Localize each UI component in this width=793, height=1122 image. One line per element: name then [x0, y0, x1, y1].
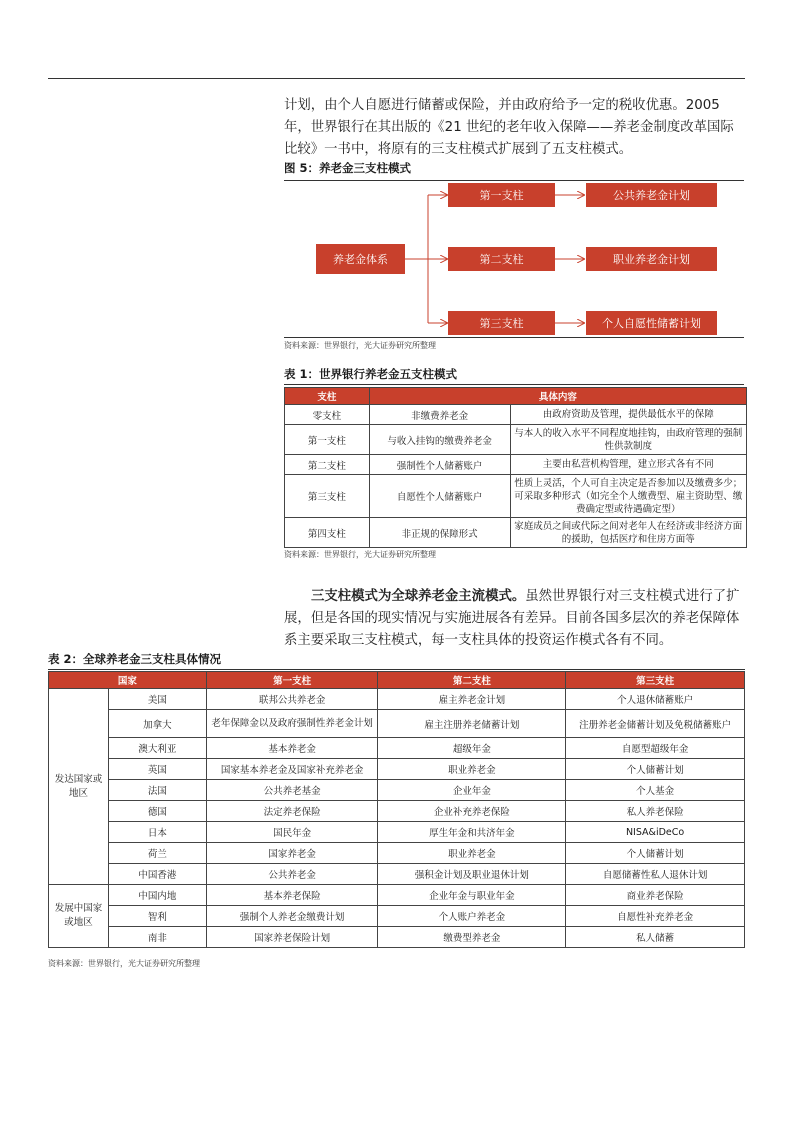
table-row: [285, 518, 747, 548]
pillar-box-2: 第二支柱: [448, 247, 555, 271]
p3-cell: 个人退休储蓄账户: [566, 689, 745, 710]
p1-cell: 老年保障金以及政府强制性养老金计划: [206, 710, 378, 738]
country-cell: 荷兰: [108, 843, 206, 864]
country-cell: 英国: [108, 759, 206, 780]
p1-cell: 国家养老金: [206, 843, 378, 864]
p2-cell: 缴费型养老金: [378, 927, 566, 948]
p1-cell: 法定养老保险: [206, 801, 378, 822]
table-row: [49, 801, 745, 822]
pillar-cell: 第二支柱: [285, 455, 370, 475]
table-row: [49, 927, 745, 948]
root-box: 养老金体系: [316, 244, 405, 274]
table1-title-rule: [284, 384, 744, 385]
table2: [48, 671, 745, 948]
type-cell: 非缴费养老金: [369, 405, 510, 425]
p3-cell: 自愿性补充养老金: [566, 906, 745, 927]
p1-cell: 公共养老金: [206, 864, 378, 885]
country-cell: 中国香港: [108, 864, 206, 885]
p2-cell: 厚生年金和共济年金: [378, 822, 566, 843]
p3-cell: NISA&iDeCo: [566, 822, 745, 843]
table2-header-p3: 第三支柱: [566, 672, 745, 689]
p3-cell: 私人养老保险: [566, 801, 745, 822]
p2-cell: 个人账户养老金: [378, 906, 566, 927]
group-developed: 发达国家或地区: [49, 689, 109, 885]
body-paragraph: [284, 586, 744, 652]
p3-cell: 私人储蓄: [566, 927, 745, 948]
table-row: [49, 864, 745, 885]
p1-cell: 国家养老保险计划: [206, 927, 378, 948]
p1-cell: 国民年金: [206, 822, 378, 843]
p2-cell: 雇主注册养老储蓄计划: [378, 710, 566, 738]
p3-cell: 自愿储蓄性私人退休计划: [566, 864, 745, 885]
table1-title: 表 1：世界银行养老金五支柱模式: [284, 367, 458, 381]
table1-header-content: 具体内容: [369, 388, 746, 405]
table2-header-p1: 第一支柱: [206, 672, 378, 689]
table2-source: 资料来源：世界银行，光大证券研究所整理: [48, 959, 200, 968]
country-cell: 南非: [108, 927, 206, 948]
p3-cell: 个人储蓄计划: [566, 843, 745, 864]
table-row: [285, 425, 747, 455]
desc-cell: 主要由私营机构管理，建立形式各有不同: [510, 455, 746, 475]
p2-cell: 雇主养老金计划: [378, 689, 566, 710]
p1-cell: 基本养老保险: [206, 885, 378, 906]
country-cell: 中国内地: [108, 885, 206, 906]
plan-box-3: 个人自愿性储蓄计划: [586, 311, 717, 335]
pillar-box-3: 第三支柱: [448, 311, 555, 335]
desc-cell: 性质上灵活，个人可自主决定是否参加以及缴费多少；可采取多种形式（如完全个人缴费型、雇主资助型、缴费确定型或待遇确定型）: [510, 475, 746, 518]
table-row: [49, 885, 745, 906]
table-row: [49, 738, 745, 759]
figure5-bottom-rule: [284, 337, 744, 338]
p2-cell: 超级年金: [378, 738, 566, 759]
p1-cell: 联邦公共养老金: [206, 689, 378, 710]
table2-title: 表 2：全球养老金三支柱具体情况: [48, 652, 222, 666]
paragraph-lead: 三支柱模式为全球养老金主流模式。: [311, 589, 526, 604]
figure5-title: 图 5：养老金三支柱模式: [284, 161, 412, 175]
country-cell: 澳大利亚: [108, 738, 206, 759]
table-row: [49, 906, 745, 927]
table1-source: 资料来源：世界银行，光大证券研究所整理: [284, 550, 436, 559]
table-row: [49, 759, 745, 780]
p2-cell: 强积金计划及职业退休计划: [378, 864, 566, 885]
p3-cell: 商业养老保险: [566, 885, 745, 906]
p1-cell: 国家基本养老金及国家补充养老金: [206, 759, 378, 780]
p2-cell: 职业养老金: [378, 759, 566, 780]
pillar-cell: 第四支柱: [285, 518, 370, 548]
table2-header-country: 国家: [49, 672, 207, 689]
table-row: [285, 405, 747, 425]
country-cell: 日本: [108, 822, 206, 843]
figure5-source: 资料来源：世界银行，光大证券研究所整理: [284, 341, 436, 350]
type-cell: 与收入挂钩的缴费养老金: [369, 425, 510, 455]
table-row: [49, 822, 745, 843]
plan-box-1: 公共养老金计划: [586, 183, 717, 207]
country-cell: 智利: [108, 906, 206, 927]
p1-cell: 强制个人养老金缴费计划: [206, 906, 378, 927]
type-cell: 自愿性个人储蓄账户: [369, 475, 510, 518]
table1-header-pillar: 支柱: [285, 388, 370, 405]
table2-header-p2: 第二支柱: [378, 672, 566, 689]
pillar-cell: 第一支柱: [285, 425, 370, 455]
p3-cell: 注册养老金储蓄计划及免税储蓄账户: [566, 710, 745, 738]
country-cell: 德国: [108, 801, 206, 822]
p1-cell: 基本养老金: [206, 738, 378, 759]
country-cell: 美国: [108, 689, 206, 710]
table-row: [49, 710, 745, 738]
desc-cell: 由政府资助及管理，提供最低水平的保障: [510, 405, 746, 425]
p2-cell: 企业年金与职业年金: [378, 885, 566, 906]
desc-cell: 家庭成员之间或代际之间对老年人在经济或非经济方面的援助，包括医疗和住房方面等: [510, 518, 746, 548]
table-row: [49, 780, 745, 801]
table-row: [285, 455, 747, 475]
type-cell: 非正规的保障形式: [369, 518, 510, 548]
country-cell: 法国: [108, 780, 206, 801]
p2-cell: 职业养老金: [378, 843, 566, 864]
intro-paragraph: 计划，由个人自愿进行储蓄或保险，并由政府给予一定的税收优惠。2005 年，世界银行在其出版的《21 世纪的老年收入保障——养老金制度改革国际比较》一书中，将原有的三支柱模式扩展到了五支柱模式。: [284, 98, 734, 157]
plan-box-2: 职业养老金计划: [586, 247, 717, 271]
group-developing: 发展中国家或地区: [49, 885, 109, 948]
country-cell: 加拿大: [108, 710, 206, 738]
table1: [284, 387, 747, 548]
pillar-cell: 第三支柱: [285, 475, 370, 518]
p3-cell: 个人储蓄计划: [566, 759, 745, 780]
p1-cell: 公共养老基金: [206, 780, 378, 801]
pillar-box-1: 第一支柱: [448, 183, 555, 207]
table-row: [285, 475, 747, 518]
pillar-cell: 零支柱: [285, 405, 370, 425]
p3-cell: 自愿型超级年金: [566, 738, 745, 759]
table-row: [49, 689, 745, 710]
table-row: [49, 843, 745, 864]
desc-cell: 与本人的收入水平不同程度地挂钩，由政府管理的强制性供款制度: [510, 425, 746, 455]
table2-title-rule: [48, 669, 745, 670]
p2-cell: 企业年金: [378, 780, 566, 801]
p2-cell: 企业补充养老保险: [378, 801, 566, 822]
p3-cell: 个人基金: [566, 780, 745, 801]
paragraph-body: 虽然世界银行对三支柱模式进行了扩展，但是各国的现实情况与实施进展各有差异。目前各国多层次的养老保障体系主要采取三支柱模式，每一支柱具体的投资运作模式各有不同。: [284, 589, 740, 648]
type-cell: 强制性个人储蓄账户: [369, 455, 510, 475]
